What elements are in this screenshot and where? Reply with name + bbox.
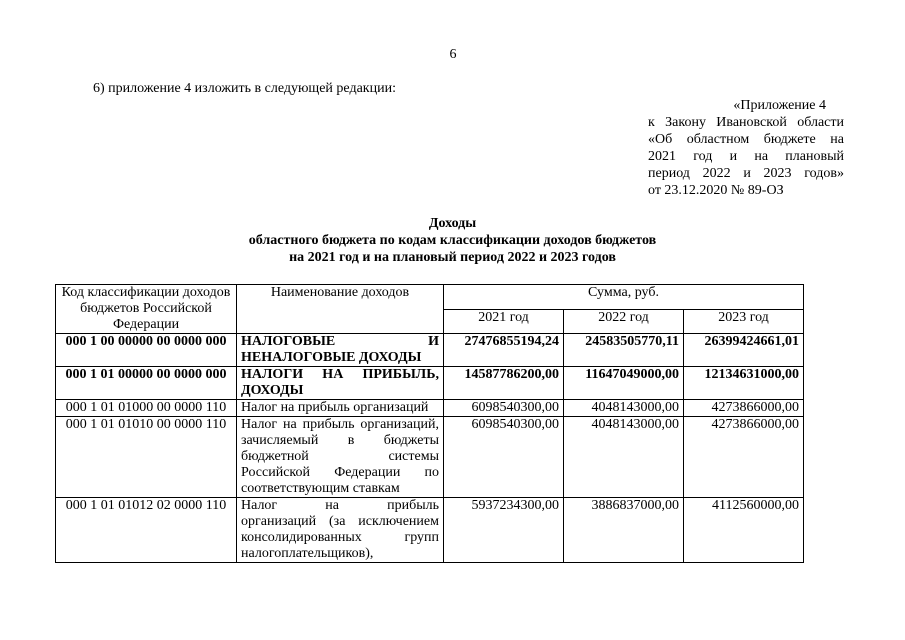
row-code: 000 1 01 00000 00 0000 000 <box>56 367 237 400</box>
table-row <box>56 417 804 498</box>
name-line: ДОХОДЫ <box>241 383 304 398</box>
row-code: 000 1 00 00000 00 0000 000 <box>56 334 237 367</box>
name-line: Налог на прибыль организаций <box>241 400 429 415</box>
appendix-line: период 2022 и 2023 годов» <box>648 166 844 181</box>
table-row <box>56 367 804 400</box>
row-name <box>237 334 444 367</box>
header-year-2022: 2022 год <box>564 309 684 334</box>
value-2023: 12134631000,00 <box>684 367 804 400</box>
header-name: Наименование доходов <box>237 285 444 334</box>
value-2021: 6098540300,00 <box>444 400 564 417</box>
row-code: 000 1 01 01010 00 0000 110 <box>56 417 237 498</box>
name-line: Налог на прибыль <box>241 498 439 513</box>
name-line: бюджетной системы <box>241 449 439 464</box>
value-2023: 4273866000,00 <box>684 417 804 498</box>
header-year-2023: 2023 год <box>684 309 804 334</box>
table-row <box>56 498 804 563</box>
value-2023: 4273866000,00 <box>684 400 804 417</box>
appendix-line: «Об областном бюджете на <box>648 132 844 147</box>
row-code: 000 1 01 01000 00 0000 110 <box>56 400 237 417</box>
name-line: организаций (за исключением <box>241 514 439 529</box>
value-2021: 5937234300,00 <box>444 498 564 563</box>
name-line: соответствующим ставкам <box>241 481 400 496</box>
document-title <box>0 215 905 266</box>
value-2022: 4048143000,00 <box>564 417 684 498</box>
header-sum: Сумма, руб. <box>444 285 804 310</box>
table-row <box>56 400 804 417</box>
value-2021: 14587786200,00 <box>444 367 564 400</box>
value-2022: 3886837000,00 <box>564 498 684 563</box>
row-name <box>237 400 444 417</box>
page-number: 6 <box>449 47 457 62</box>
row-name <box>237 367 444 400</box>
title-line: Доходы <box>428 216 477 231</box>
value-2022: 4048143000,00 <box>564 400 684 417</box>
table-row <box>56 334 804 367</box>
value-2021: 27476855194,24 <box>444 334 564 367</box>
appendix-line: от 23.12.2020 № 89-ОЗ <box>648 183 784 198</box>
value-2023: 4112560000,00 <box>684 498 804 563</box>
income-table <box>55 284 804 563</box>
value-2021: 6098540300,00 <box>444 417 564 498</box>
name-line: Российской Федерации по <box>241 465 439 480</box>
value-2022: 11647049000,00 <box>564 367 684 400</box>
name-line: НАЛОГОВЫЕ И <box>241 334 439 349</box>
title-line: на 2021 год и на плановый период 2022 и 2023 годов <box>289 250 616 265</box>
amendment-intro: 6) приложение 4 изложить в следующей редакции: <box>93 81 396 96</box>
header-year-2021: 2021 год <box>444 309 564 334</box>
name-line: Налог на прибыль организаций, <box>241 417 439 432</box>
appendix-reference <box>648 97 844 199</box>
name-line: НЕНАЛОГОВЫЕ ДОХОДЫ <box>241 350 422 365</box>
name-line: налогоплательщиков), <box>241 546 374 561</box>
title-line: областного бюджета по кодам классификации доходов бюджетов <box>248 233 657 248</box>
row-code: 000 1 01 01012 02 0000 110 <box>56 498 237 563</box>
appendix-line: к Закону Ивановской области <box>648 115 844 130</box>
appendix-line: 2021 год и на плановый <box>648 149 844 164</box>
row-name <box>237 498 444 563</box>
header-code: Код классификации доходов бюджетов Российской Федерации <box>56 285 237 334</box>
value-2022: 24583505770,11 <box>564 334 684 367</box>
row-name <box>237 417 444 498</box>
name-line: НАЛОГИ НА ПРИБЫЛЬ, <box>241 367 439 382</box>
name-line: зачисляемый в бюджеты <box>241 433 439 448</box>
name-line: консолидированных групп <box>241 530 439 545</box>
value-2023: 26399424661,01 <box>684 334 804 367</box>
appendix-line: «Приложение 4 <box>733 98 826 113</box>
